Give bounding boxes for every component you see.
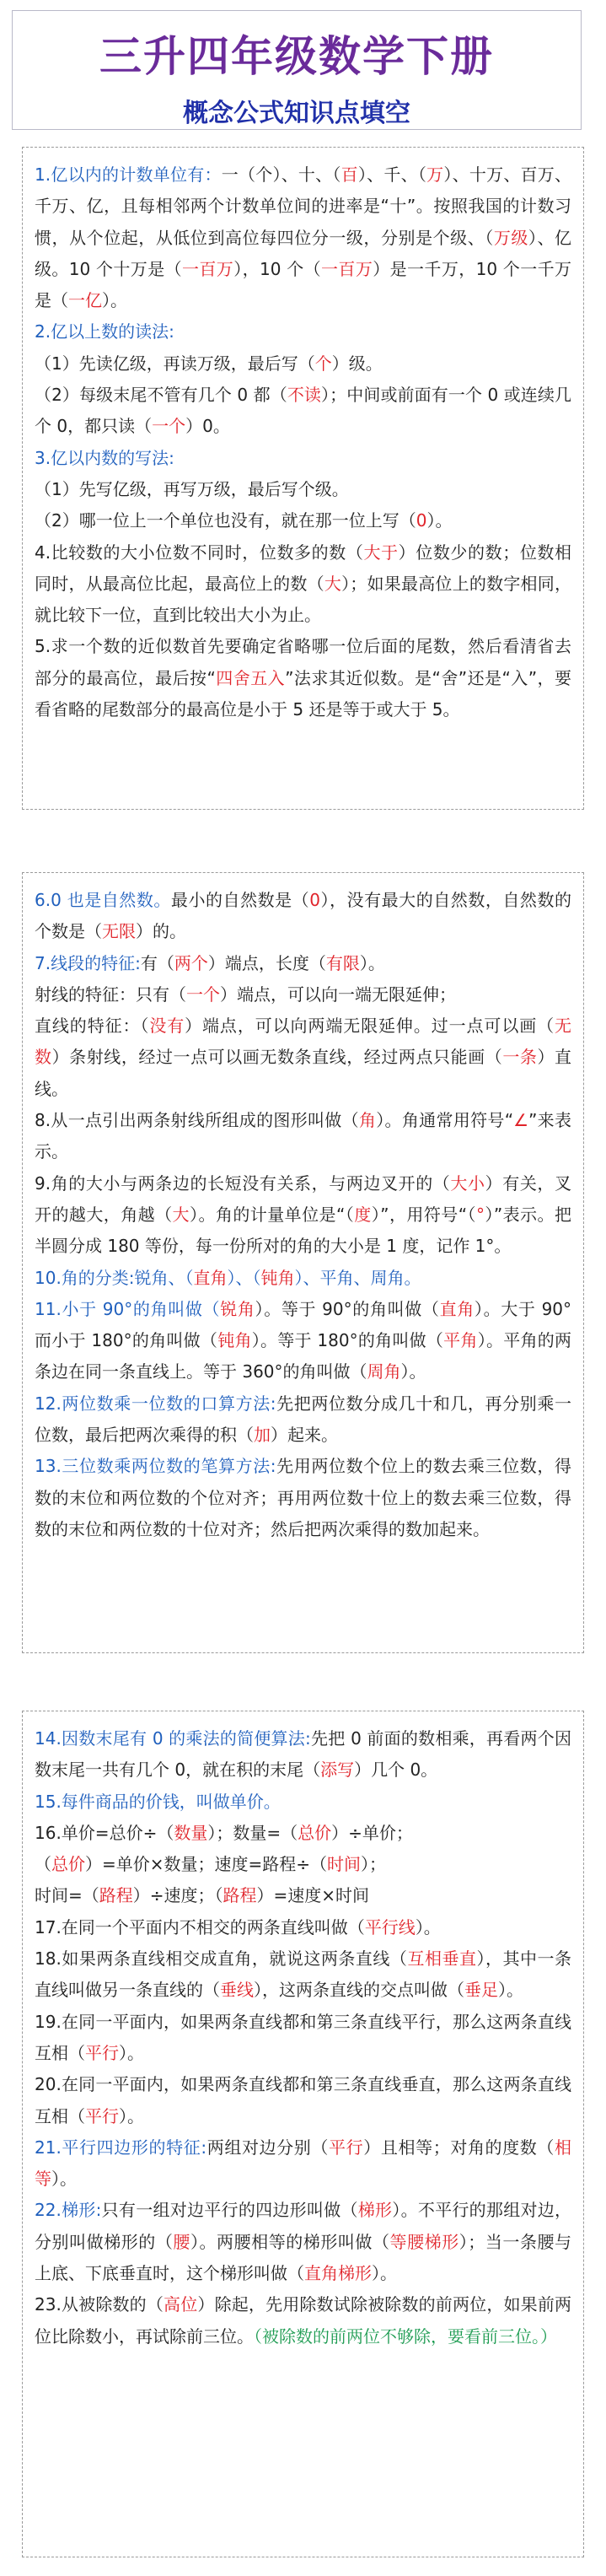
knowledge-item	[35, 505, 571, 536]
page-title: 三升四年级数学下册	[99, 32, 494, 81]
item-text: ”法求其近似数。是“舍”还是“入”，要看省略的尾数部分的最高位是小于 5 还是等于或大于 5。	[35, 667, 571, 720]
answer-text: 0	[416, 510, 427, 531]
answer-text: 个	[314, 353, 332, 374]
item-text: ）÷单价；	[331, 1822, 413, 1843]
item-text: ），这两条直线的交点叫做（	[254, 1980, 464, 2001]
item-heading: 锐角	[134, 1267, 169, 1288]
knowledge-item	[35, 2007, 571, 2070]
item-text: （2）哪一位上一个单位也没有，就在那一位上写（	[35, 510, 416, 531]
item-text: ）且相等；对角的度数（	[363, 2137, 555, 2158]
item-text: 17.在同一个平面内不相交的两条直线叫做（	[35, 1916, 365, 1937]
knowledge-item	[35, 1943, 571, 2007]
answer-text: 锐角	[220, 1298, 255, 1319]
answer-text: 无限	[102, 921, 136, 942]
knowledge-item	[35, 1263, 571, 1294]
answer-text: 垂足	[464, 1980, 498, 2001]
answer-text: 大	[324, 573, 342, 594]
item-heading: 21.平行四边形的特征:	[35, 2137, 207, 2158]
answer-text: 一个	[152, 416, 186, 437]
page-subtitle: 概念公式知识点填空	[183, 99, 410, 128]
item-text: ”来表示。	[35, 1110, 571, 1162]
item-text: ）。	[498, 1980, 523, 2001]
item-heading: 6.0 也是自然数。	[35, 890, 171, 910]
item-text: ）；当一条腰与上底、下底垂直时，这个梯形叫做（	[35, 2231, 572, 2284]
item-text: ）。等于 180°的角叫做（	[251, 1330, 444, 1351]
knowledge-item	[35, 443, 571, 474]
knowledge-item	[35, 1168, 571, 1263]
item-text: ）。	[415, 1916, 441, 1937]
item-text: ）端点，可以向两端无限延伸。过一点可以画（	[185, 1016, 555, 1037]
hint-text: （被除数的前两位不够除，要看前三位。）	[254, 2325, 557, 2347]
answer-text: 两个	[174, 952, 208, 973]
knowledge-item	[35, 2069, 571, 2132]
answer-text: 一百万	[321, 258, 373, 279]
item-text: 有（	[140, 952, 174, 973]
item-heading: ）、（	[227, 1267, 261, 1288]
item-text: ）有关，叉开的越大，角越（	[35, 1172, 572, 1225]
item-text: ），10 个（	[233, 258, 322, 279]
item-text: ）、千、（	[357, 164, 427, 185]
item-text: ）；数量=（	[207, 1822, 298, 1843]
knowledge-item	[35, 474, 571, 505]
item-text: （1）先写亿级，再写万级，最后写个级。	[35, 478, 349, 499]
knowledge-item	[35, 1849, 571, 1880]
item-heading: 12.两位数乘一位数的口算方法:	[35, 1393, 276, 1414]
item-heading: 3.亿以内数的写法:	[35, 447, 174, 468]
knowledge-item	[35, 1294, 571, 1388]
section-card-3	[22, 1711, 584, 2557]
item-text: ）=单价×数量；速度=路程÷（	[85, 1854, 328, 1875]
item-heading: 亿以内的计数单位有：	[51, 164, 222, 185]
knowledge-item	[35, 1388, 571, 1452]
answer-text: 平行线	[364, 1916, 416, 1937]
item-text: ）。	[119, 2042, 144, 2063]
knowledge-item	[35, 631, 571, 725]
item-heading: 2.亿以上数的读法:	[35, 321, 174, 342]
item-text: 4.比较数的大小位数不同时，位数多的数（	[35, 542, 364, 563]
answer-text: 一个	[186, 984, 220, 1005]
item-heading: 10.角的分类:	[35, 1267, 135, 1288]
knowledge-item	[35, 2132, 571, 2196]
answer-text: 没有	[149, 1016, 185, 1037]
item-text: ）的。	[136, 921, 186, 942]
knowledge-item	[35, 979, 571, 1010]
item-text: ）、十万、百万、千万、亿，且每相邻两个计数单位间的进率是“十”。按照我国的计数习惯，从个位起，从低位到高位每四位分一级，分别是个级、（	[35, 164, 572, 248]
answer-text: 直角梯形	[304, 2263, 372, 2284]
item-text: （	[35, 1854, 51, 1875]
item-text: ）几个 0。	[354, 1760, 438, 1781]
item-text: ）。	[119, 2105, 144, 2126]
answer-text: 大于	[363, 542, 399, 563]
answer-text: 相等	[35, 2137, 572, 2190]
answer-text: 无数	[35, 1016, 572, 1068]
answer-text: 平角	[443, 1330, 478, 1351]
item-text: 19.在同一平面内，如果两条直线都和第三条直线平行，那么这两条直线互相（	[35, 2011, 571, 2063]
item-text: ）。不平行的那组对边，分别叫做梯形的（	[35, 2200, 572, 2252]
item-text: ）。等于 90°的角叫做（	[255, 1298, 440, 1319]
answer-text: 平行	[329, 2137, 364, 2158]
answer-text: 加	[254, 1425, 271, 1446]
item-text: ）。角的计量单位是“（	[190, 1204, 355, 1225]
knowledge-item	[35, 2289, 571, 2352]
item-text: ）；如果最高位上的数字相同，就比较下一位，直到比较出大小为止。	[35, 573, 572, 626]
knowledge-item	[35, 316, 571, 348]
item-text: ）直线。	[35, 1047, 572, 1099]
item-text: ）=速度×时间	[256, 1885, 370, 1906]
item-text: ）。	[51, 2169, 77, 2190]
item-text: ）。角通常用符号“	[376, 1110, 514, 1131]
knowledge-item	[35, 537, 571, 632]
section-card-2	[22, 872, 584, 1653]
item-heading: 14.因数末尾有 0 的乘法的简便算法:	[35, 1728, 311, 1749]
item-text: ）条射线，经过一点可以画无数条直线，经过两点只能画（	[51, 1047, 503, 1068]
answer-text: 总价	[51, 1854, 85, 1875]
answer-text: 不读	[287, 385, 322, 406]
item-text: （2）每级末尾不管有几个 0 都（	[35, 385, 287, 406]
knowledge-item	[35, 1912, 571, 1943]
item-text: ）。两腰相等的梯形叫做（	[190, 2231, 390, 2252]
item-text: ），没有最大的自然数，自然数的个数是（	[35, 890, 571, 942]
item-heading: 13.三位数乘两位数的笔算方法:	[35, 1456, 276, 1477]
knowledge-item	[35, 348, 571, 380]
item-heading: 11.小于 90°的角叫做（	[35, 1298, 221, 1319]
answer-text: 角	[358, 1110, 377, 1131]
knowledge-item	[35, 380, 571, 443]
answer-text: 添写	[320, 1760, 355, 1781]
answer-text: 百	[341, 164, 358, 185]
item-heading: 22.梯形:	[35, 2200, 102, 2221]
item-text: 时间=（	[35, 1885, 99, 1906]
knowledge-item	[35, 2195, 571, 2289]
item-text: 先用两位数个位上的数去乘三位数，得数的末位和两位数的个位对齐；再用两位数十位上的数去乘三位数，得数的末位和两位数的十位对齐；然后把两次乘得的数加起来。	[35, 1456, 572, 1539]
item-text: 20.在同一平面内，如果两条直线都和第三条直线垂直，那么这两条直线互相（	[35, 2074, 571, 2126]
answer-text: 0	[309, 890, 320, 910]
item-text: ）、亿级。10 个十万是（	[35, 227, 572, 279]
item-text: 先把 0 前面的数相乘，再看两个因数末尾一共有几个 0，就在积的末尾（	[35, 1728, 571, 1781]
knowledge-item	[35, 1010, 571, 1105]
item-text: ）。	[359, 952, 385, 973]
item-text: 最小的自然数是（	[170, 890, 310, 910]
item-text: ）。平角的两条边在同一条直线上。等于 360°的角叫做（	[35, 1330, 572, 1382]
item-text: ）；	[361, 1854, 387, 1875]
item-text: 只有一组对边平行的四边形叫做（	[101, 2200, 358, 2221]
knowledge-item	[35, 159, 571, 316]
item-text: 射线的特征：只有（	[35, 984, 186, 1005]
answer-text: 总价	[298, 1822, 332, 1843]
item-text: ）；中间或前面有一个 0 或连续几个 0，都只读（	[35, 385, 572, 437]
item-text: 9.角的大小与两条边的长短没有关系，与两边叉开的（	[35, 1172, 451, 1194]
item-text: 16.单价=总价÷（	[35, 1822, 174, 1843]
answer-text: 等腰梯形	[389, 2231, 459, 2252]
knowledge-item	[35, 1786, 571, 1818]
item-text: 23.从被除数的（	[35, 2294, 164, 2315]
answer-text: 路程	[99, 1885, 133, 1906]
answer-text: 时间	[327, 1854, 362, 1875]
answer-text: 度	[354, 1204, 372, 1225]
item-text: 18.如果两条直线相交成直角，就说这两条直线（	[35, 1948, 408, 1970]
item-text: ）端点，可以向一端无限延伸；	[220, 984, 456, 1005]
answer-text: 万级	[493, 227, 528, 248]
knowledge-item	[35, 885, 571, 948]
answer-text: 互相垂直	[407, 1948, 477, 1970]
item-text: ）”，用符号“（	[371, 1204, 476, 1225]
item-heading: ）、平角、周角。	[294, 1267, 421, 1288]
item-text: ）。	[426, 510, 453, 531]
item-text: 8.从一点引出两条射线所组成的图形叫做（	[35, 1110, 359, 1131]
knowledge-item	[35, 1105, 571, 1168]
answer-text: 直角	[193, 1267, 228, 1288]
answer-text: 大小	[450, 1172, 485, 1194]
item-text: 两组对边分别（	[206, 2137, 330, 2158]
answer-text: 腰	[173, 2231, 190, 2252]
knowledge-item	[35, 1723, 571, 1786]
item-text: ）起来。	[271, 1425, 338, 1446]
item-text: ），其中一条直线叫做另一条直线的（	[35, 1948, 572, 2001]
item-text: （1）先读亿级，再读万级，最后写（	[35, 353, 315, 374]
answer-text: 平行	[85, 2105, 119, 2126]
item-heading: 15.每件商品的价钱，叫做单价。	[35, 1791, 281, 1812]
answer-text: 钝角	[217, 1330, 252, 1351]
item-text: ）是一千万，10 个一千万是（	[35, 258, 572, 311]
answer-text: 大	[172, 1204, 190, 1225]
knowledge-item	[35, 1451, 571, 1545]
title-banner	[12, 10, 582, 130]
answer-text: 直角	[439, 1298, 475, 1319]
item-text: 先把两位数分成几十和几，再分别乘一位数，最后把两次乘得的积（	[35, 1393, 572, 1446]
answer-text: 一亿	[68, 290, 102, 311]
answer-text: 万	[426, 164, 444, 185]
item-heading: 、（	[168, 1267, 194, 1288]
knowledge-item	[35, 948, 571, 979]
answer-text: ∠	[513, 1110, 528, 1131]
item-text: ）”表示。把半圆分成 180 等份，每一份所对的角的大小是 1 度，记作 1°。	[35, 1204, 572, 1257]
answer-text: 路程	[223, 1885, 257, 1906]
item-text: ）÷速度；（	[132, 1885, 223, 1906]
answer-text: 周角	[367, 1361, 401, 1382]
item-text: ）。	[400, 1361, 426, 1382]
answer-text: 平行	[85, 2042, 119, 2063]
answer-text: 钝角	[260, 1267, 295, 1288]
answer-text: °	[475, 1204, 485, 1225]
item-text: ）端点，长度（	[207, 952, 326, 973]
answer-text: 垂线	[220, 1980, 254, 2001]
item-text: 一（个）、十、（	[221, 164, 341, 185]
answer-text: 一百万	[182, 258, 234, 279]
answer-text: 四舍五入	[215, 667, 286, 688]
item-text: ）。大于 90°而小于 180°的角叫做（	[35, 1298, 572, 1351]
knowledge-item	[35, 1818, 571, 1849]
item-text: ）除起，先用除数试除被除数的前两位，如果前两位比除数小，再试除前三位。	[35, 2294, 572, 2347]
item-text: ）。	[102, 290, 127, 311]
item-heading: 1.	[35, 164, 51, 185]
answer-text: 梯形	[357, 2200, 393, 2221]
item-text: ）级。	[331, 353, 383, 374]
answer-text: 一条	[502, 1047, 538, 1068]
section-card-1	[22, 147, 584, 810]
item-text: 直线的特征：（	[35, 1016, 150, 1037]
answer-text: 高位	[164, 2294, 198, 2315]
item-text: 5.求一个数的近似数首先要确定省略哪一位后面的尾数，然后看清省去部分的最高位，最后按“	[35, 636, 571, 688]
item-heading: 7.线段的特征:	[35, 952, 141, 973]
answer-text: 有限	[325, 952, 360, 973]
answer-text: 数量	[174, 1822, 208, 1843]
item-text: ）0。	[185, 416, 230, 437]
item-text: ）。	[372, 2263, 397, 2284]
knowledge-item	[35, 1880, 571, 1911]
item-text: ）位数少的数；位数相同时，从最高位比起，最高位上的数（	[35, 542, 572, 594]
